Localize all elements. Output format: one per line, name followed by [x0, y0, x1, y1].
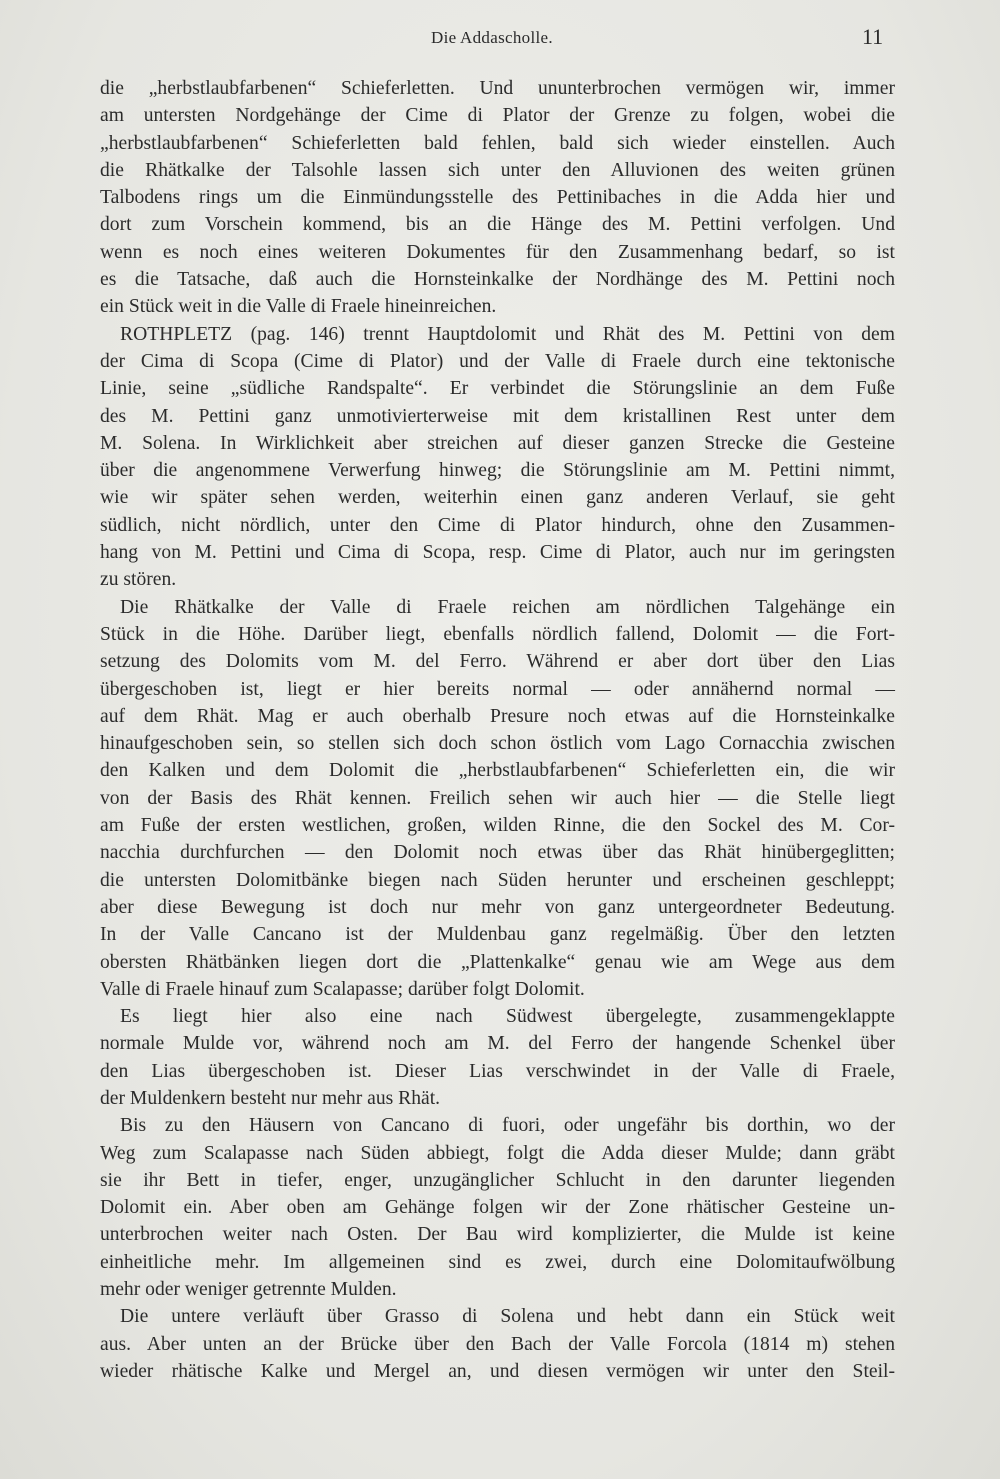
text-line: aber diese Bewegung ist doch nur mehr von ganz untergeordneter Bedeutung.: [100, 896, 895, 918]
text-line: M. Solena. In Wirklichkeit aber streichen auf dieser ganzen Strecke die Gesteine: [100, 432, 895, 454]
text-line: den Lias übergeschoben ist. Dieser Lias verschwindet in der Valle di Fraele,: [100, 1060, 895, 1082]
text-line: nacchia durchfurchen — den Dolomit noch etwas über das Rhät hinübergeglitten;: [100, 842, 895, 864]
text-line: die untersten Dolomitbänke biegen nach Süden herunter und erscheinen geschleppt;: [100, 869, 895, 891]
text-line: auf dem Rhät. Mag er auch oberhalb Presure noch etwas auf die Hornsteinkalke: [100, 705, 895, 727]
text-line: unterbrochen weiter nach Osten. Der Bau wird komplizierter, die Mulde ist keine: [100, 1224, 895, 1246]
text-line: Bis zu den Häusern von Cancano di fuori, oder ungefähr bis dorthin, wo der: [120, 1115, 895, 1137]
text-line: der Cima di Scopa (Cime di Plator) und der Valle di Fraele durch eine tektonische: [100, 350, 895, 372]
text-line: Linie, seine „südliche Randspalte“. Er verbindet die Störungslinie an dem Fuße: [100, 378, 895, 400]
text-line: Dolomit ein. Aber oben am Gehänge folgen wir der Zone rhätischer Gesteine un-: [100, 1197, 895, 1219]
text-line: die „herbstlaubfarbenen“ Schieferletten. Und ununterbrochen vermögen wir, immer: [100, 78, 895, 99]
text-line: Talbodens rings um die Einmündungsstelle des Pettinibaches in die Adda hier und: [100, 187, 895, 209]
text-line: wie wir später sehen werden, weiterhin einen ganz anderen Verlauf, sie geht: [100, 487, 895, 509]
text-line: Stück in die Höhe. Darüber liegt, ebenfalls nördlich fallend, Dolomit — die Fort-: [100, 623, 895, 645]
text-line: zu stören.: [100, 569, 177, 591]
text-line: am Fuße der ersten westlichen, großen, wilden Rinne, die den Sockel des M. Cor-: [100, 815, 895, 837]
body-text: [100, 75, 895, 1385]
text-line: es die Tatsache, daß auch die Hornsteinkalke der Nordhänge des M. Pettini noch: [100, 269, 895, 291]
running-title: Die Addascholle.: [431, 28, 553, 47]
text-line: normale Mulde vor, während noch am M. del Ferro der hangende Schenkel über: [100, 1033, 895, 1055]
text-line: hang von M. Pettini und Cima di Scopa, resp. Cime di Plator, auch nur im geringsten: [100, 542, 895, 564]
text-line: ROTHPLETZ (pag. 146) trennt Hauptdolomit und Rhät des M. Pettini von dem: [120, 323, 895, 345]
text-line: von der Basis des Rhät kennen. Freilich sehen wir auch hier — die Stelle liegt: [100, 787, 895, 809]
text-line: dort zum Vorschein kommend, bis an die Hänge des M. Pettini verfolgen. Und: [100, 214, 895, 236]
text-line: die Rhätkalke der Talsohle lassen sich unter den Alluvionen des weiten grünen: [100, 159, 895, 181]
text-line: setzung des Dolomits vom M. del Ferro. Während er aber dort über den Lias: [100, 651, 895, 673]
text-line: über die angenommene Verwerfung hinweg; die Störungslinie am M. Pettini nimmt,: [100, 460, 895, 482]
text-line: der Muldenkern besteht nur mehr aus Rhät.: [100, 1087, 441, 1109]
text-line: In der Valle Cancano ist der Muldenbau ganz regelmäßig. Über den letzten: [100, 924, 895, 946]
text-line: einheitliche mehr. Im allgemeinen sind es zwei, durch eine Dolomitaufwölbung: [100, 1251, 895, 1273]
text-line: mehr oder weniger getrennte Mulden.: [100, 1279, 397, 1301]
text-line: am untersten Nordgehänge der Cime di Plator der Grenze zu folgen, wobei die: [100, 105, 895, 127]
text-line: Die Rhätkalke der Valle di Fraele reichen am nördlichen Talgehänge ein: [120, 596, 895, 618]
text-line: Es liegt hier also eine nach Südwest übergelegte, zusammengeklappte: [120, 1006, 895, 1028]
text-line: ein Stück weit in die Valle di Fraele hineinreichen.: [100, 296, 497, 318]
text-line: obersten Rhätbänken liegen dort die „Plattenkalke“ genau wie am Wege aus dem: [100, 951, 895, 973]
text-line: den Kalken und dem Dolomit die „herbstlaubfarbenen“ Schieferletten ein, die wir: [100, 760, 895, 782]
page-number: 11: [862, 24, 884, 49]
text-line: Die untere verläuft über Grasso di Solena und hebt dann ein Stück weit: [120, 1306, 895, 1328]
text-line: hinaufgeschoben sein, so stellen sich doch schon östlich vom Lago Cornacchia zwischen: [100, 733, 895, 755]
text-line: des M. Pettini ganz unmotivierterweise mit dem kristallinen Rest unter dem: [100, 405, 895, 427]
text-line: südlich, nicht nördlich, unter den Cime di Plator hindurch, ohne den Zusammen-: [100, 514, 895, 536]
text-line: Valle di Fraele hinauf zum Scalapasse; darüber folgt Dolomit.: [100, 978, 585, 1000]
text-line: wieder rhätische Kalke und Mergel an, und diesen vermögen wir unter den Steil-: [100, 1360, 895, 1382]
text-line: wenn es noch eines weiteren Dokumentes für den Zusammenhang bedarf, so ist: [100, 241, 895, 263]
text-line: übergeschoben ist, liegt er hier bereits normal — oder annähernd normal —: [100, 678, 895, 700]
text-line: „herbstlaubfarbenen“ Schieferletten bald fehlen, bald sich wieder einstellen. Auch: [100, 132, 895, 154]
text-line: Weg zum Scalapasse nach Süden abbiegt, folgt die Adda dieser Mulde; dann gräbt: [100, 1142, 895, 1164]
text-line: aus. Aber unten an der Brücke über den Bach der Valle Forcola (1814 m) stehen: [100, 1333, 895, 1355]
text-line: sie ihr Bett in tiefer, enger, unzugänglicher Schlucht in den darunter liegenden: [100, 1169, 895, 1191]
